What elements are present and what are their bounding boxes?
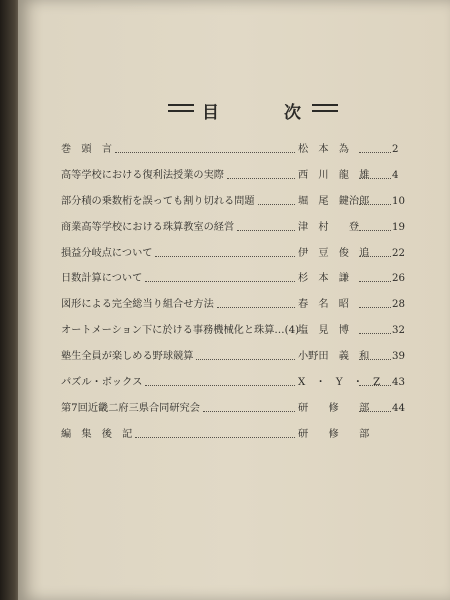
toc-entry-author: X ・ Y ・ Z — [298, 377, 381, 389]
dot-leader-page — [359, 152, 391, 153]
toc-entry — [61, 324, 406, 350]
toc-entry-title: 塾生全員が楽しめる野球競算 — [61, 351, 194, 363]
dot-leader-page — [359, 359, 391, 360]
toc-entry-author: 伊 豆 俊 追 — [298, 247, 370, 259]
dot-leader-page — [359, 204, 391, 205]
toc-entry-page: 44 — [392, 402, 405, 414]
toc-entry-page: 2 — [392, 144, 399, 155]
toc-entry — [61, 221, 406, 247]
toc-entry — [61, 376, 406, 402]
dot-leader — [115, 152, 295, 153]
dot-leader — [155, 256, 295, 257]
toc-entry — [61, 402, 406, 428]
toc-entry-author: 津 村 登 — [298, 221, 360, 233]
dot-leader-page — [359, 178, 391, 179]
dot-leader-page — [359, 230, 391, 231]
toc-entry-title: 編 集 後 記 — [61, 428, 133, 440]
toc-entry-page: 43 — [392, 377, 405, 389]
toc-entry-page: 26 — [392, 273, 405, 285]
dot-leader-page — [359, 385, 391, 386]
toc-entry-page: 10 — [392, 195, 405, 207]
toc-entry-title: 図形による完全総当り組合せ方法 — [61, 299, 214, 311]
toc-entry-title: パズル・ボックス — [61, 377, 143, 389]
toc-entry-page: 19 — [392, 221, 405, 233]
toc-entry-author: 研 修 部 — [298, 402, 370, 414]
toc-entry — [61, 195, 406, 221]
dot-leader-page — [359, 256, 391, 257]
toc-entry — [61, 272, 406, 298]
toc-entry — [61, 350, 406, 376]
dot-leader — [145, 281, 295, 282]
title-char-left: 目 — [202, 103, 221, 123]
dot-leader — [217, 307, 295, 308]
page-title — [168, 98, 338, 128]
toc-entry-title: 高等学校における復利法授業の実際 — [61, 169, 224, 181]
dot-leader-page — [359, 411, 391, 412]
toc-entry-page: 4 — [392, 169, 399, 181]
dot-leader — [237, 230, 295, 231]
toc-entry — [61, 169, 406, 195]
toc-entry-author: 西 川 龍 雄 — [298, 169, 370, 181]
dot-leader-page — [359, 281, 391, 282]
toc-entry-author: 松 本 為 — [298, 144, 349, 155]
dot-leader — [227, 178, 295, 179]
toc-entry-author: 塩 見 博 — [298, 325, 349, 337]
toc-entry-title: 部分積の乗数桁を誤っても割り切れる問題 — [61, 195, 255, 207]
dot-leader — [258, 204, 295, 205]
toc-entry-title: 商業高等学校における珠算教室の経営 — [61, 221, 235, 233]
toc-entry-page: 28 — [392, 299, 405, 311]
title-char-right: 次 — [284, 103, 303, 123]
dot-leader — [135, 437, 295, 438]
dot-leader — [145, 385, 295, 386]
title-ornament-right — [312, 104, 338, 112]
toc-entry — [61, 428, 406, 454]
toc-entry-title: 第7回近畿二府三県合同研究会 — [61, 402, 200, 414]
toc-entry — [61, 298, 406, 324]
toc-entry-title: オートメーション下に於ける事務機械化と珠算…(4) — [61, 325, 300, 337]
toc-entry-title: 巻 頭 言 — [61, 144, 112, 155]
toc-entry — [61, 247, 406, 273]
title-ornament-left — [168, 104, 194, 112]
dot-leader-page — [359, 307, 391, 308]
toc-entry-author: 堀 尾 鍵治郎 — [298, 195, 370, 207]
toc-entry-author: 研 修 部 — [298, 428, 370, 440]
toc-entry-title: 損益分岐点について — [61, 247, 153, 259]
toc-entry-author: 杉 本 謙 — [298, 273, 349, 285]
toc-entry-page: 39 — [392, 351, 405, 363]
dot-leader — [196, 359, 295, 360]
toc-entry — [61, 143, 406, 169]
toc-entry-author: 春 名 昭 — [298, 299, 349, 311]
toc-entry-page: 22 — [392, 247, 405, 259]
table-of-contents — [61, 143, 406, 454]
toc-entry-page: 32 — [392, 325, 405, 337]
toc-entry-author: 小野田 義 和 — [298, 351, 370, 363]
dot-leader — [203, 411, 295, 412]
dot-leader-page — [359, 333, 391, 334]
toc-entry-title: 日数計算について — [61, 273, 143, 285]
